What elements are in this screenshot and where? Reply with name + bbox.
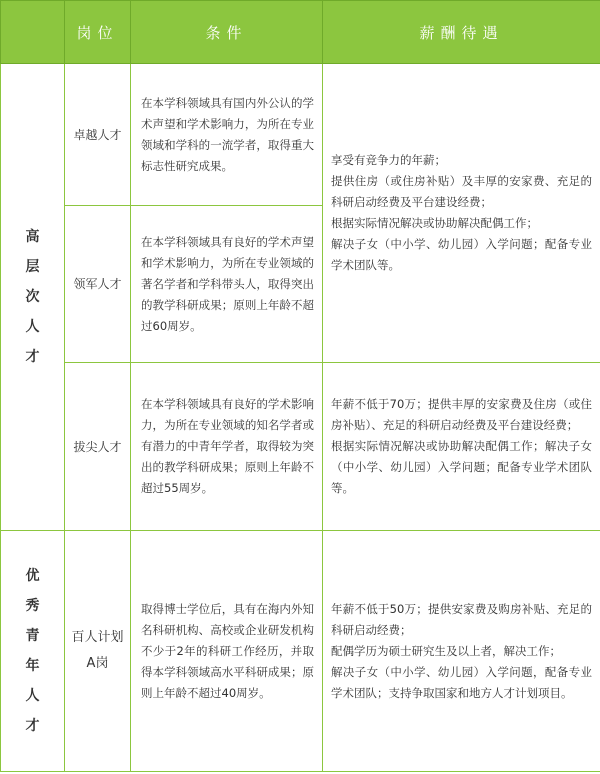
position-cell: 百人计划A岗	[65, 531, 131, 772]
condition-cell: 取得博士学位后，具有在海内外知名科研机构、高校或企业研发机构不少于2年的科研工作经历，并取得本学科领域高水平科研成果；原则上年龄不超过40周岁。	[131, 531, 323, 772]
condition-cell: 在本学科领域具有良好的学术影响力，为所在专业领域的知名学者或有潜力的中青年学者，取得较为突出的教学科研成果；原则上年龄不超过55周岁。	[131, 363, 323, 531]
salary-line: 年薪不低于70万；提供丰厚的安家费及住房（或住房补贴）、充足的科研启动经费及平台建设经费；	[331, 397, 592, 432]
position-cell: 卓越人才	[65, 64, 131, 206]
salary-cell	[323, 64, 600, 363]
header-row	[1, 1, 600, 64]
salary-cell	[323, 363, 600, 531]
header-blank	[1, 1, 65, 64]
salary-cell	[323, 531, 600, 772]
salary-line: 提供住房（或住房补贴）及丰厚的安家费、充足的科研启动经费及平台建设经费；	[331, 174, 592, 209]
salary-line: 根据实际情况解决或协助解决配偶工作；	[331, 216, 538, 230]
salary-line: 配偶学历为硕士研究生及以上者，解决工作；	[331, 643, 561, 658]
category-young-talent	[1, 531, 65, 772]
position-cell: 领军人才	[65, 206, 131, 363]
header-salary: 薪酬待遇	[323, 1, 600, 64]
condition-cell: 在本学科领域具有国内外公认的学术声望和学术影响力，为所在专业领域和学科的一流学者，取得重大标志性研究成果。	[131, 64, 323, 206]
table-row	[1, 363, 600, 531]
table-row	[1, 64, 600, 206]
salary-line: 年薪不低于50万；提供安家费及购房补贴、充足的科研启动经费；	[331, 601, 592, 637]
header-condition: 条件	[131, 1, 323, 64]
salary-line: 根据实际情况解决或协助解决配偶工作；解决子女（中小学、幼儿园）入学问题；配备专业学术团队等。	[331, 439, 592, 495]
category-label: 优秀青年人才	[25, 568, 40, 734]
header-position: 岗位	[65, 1, 131, 64]
position-cell: 拔尖人才	[65, 363, 131, 531]
category-label: 高层次人才	[25, 229, 40, 365]
salary-line: 解决子女（中小学、幼儿园）入学问题；配备专业学术团队等。	[331, 237, 592, 272]
condition-cell: 在本学科领域具有良好的学术声望和学术影响力，为所在专业领域的著名学者和学科带头人，取得突出的教学科研成果；原则上年龄不超过60周岁。	[131, 206, 323, 363]
salary-line: 享受有竞争力的年薪；	[331, 153, 446, 167]
salary-line: 解决子女（中小学、幼儿园）入学问题，配备专业学术团队；支持争取国家和地方人才计划项目。	[331, 664, 592, 700]
category-high-level	[1, 64, 65, 531]
table-row	[1, 531, 600, 772]
